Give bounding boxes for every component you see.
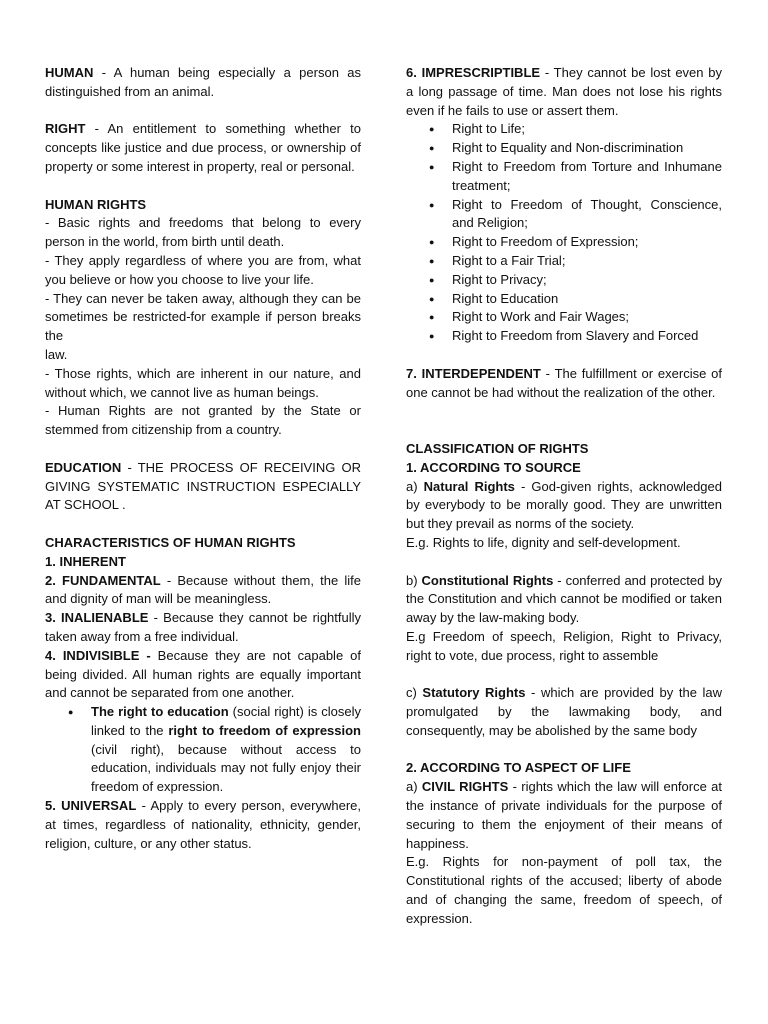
statutory-rights: c) Statutory Rights - which are provided by the law promulgated by the lawmaking body, and consequently, may be abolished by the same body [406,685,722,738]
list-item: ● Right to Freedom of Expression; [452,233,722,252]
list-item: ● Right to Freedom from Slavery and Forced [452,327,722,346]
definition-education: EDUCATION - THE PROCESS OF RECEIVING OR GIVING SYSTEMATIC INSTRUCTION ESPECIALLY AT SCHOOL . [45,459,361,513]
left-column [45,64,361,853]
list-item: ● Right to Privacy; [452,271,722,290]
aspect-heading: 2. ACCORDING TO ASPECT OF LIFE [406,760,631,776]
rights-bullet-list [406,120,722,346]
list-item: ● Right to Life; [452,120,722,139]
source-heading: 1. ACCORDING TO SOURCE [406,459,581,475]
characteristic-fundamental: 2. FUNDAMENTAL - Because without them, the life and dignity of man will be meaningless. [45,572,362,607]
human-rights-line: - Human Rights are not granted by the State or stemmed from citizenship from a country. [45,403,361,438]
human-rights-heading: HUMAN RIGHTS [45,196,147,212]
human-rights-line: - Those rights, which are inherent in our nature, and without which, we cannot live as human beings. [45,365,361,400]
indivisible-bullet-list [45,703,361,797]
characteristic-interdependent: 7. INTERDEPENDENT - The fulfillment or exercise of one cannot be had without the realization of the other. [406,365,722,400]
list-item: ● Right to Freedom of Thought, Conscience, and Religion; [452,196,722,234]
definition-right: RIGHT - An entitlement to something whether to concepts like justice and due process, or ownership of property or some interest in property, real or personal. [45,121,361,174]
list-item: ● Right to Education [452,290,722,309]
civil-rights-example: E.g. Rights for non-payment of poll tax, the Constitutional rights of the accused; liberty of abode and of changing the same, freedom of speech, of expression. [406,854,722,926]
list-item: ● Right to Work and Fair Wages; [452,308,722,327]
characteristic-indivisible: 4. INDIVISIBLE - Because they are not capable of being divided. All human rights are equally important and cannot be separated from one another. [45,647,361,701]
human-rights-line: law. [45,346,68,362]
civil-rights: a) CIVIL RIGHTS - rights which the law will enforce at the instance of private individuals for the purpose of securing to them the enjoyment of their means of happiness. [406,779,722,851]
definition-human: HUMAN - A human being especially a person as distinguished from an animal. [45,65,361,99]
constitutional-rights: b) Constitutional Rights - conferred and protected by the Constitution and vhich cannot be modified or taken away by the law-making body. [406,572,722,626]
list-item: ● Right to Equality and Non-discrimination [452,139,722,158]
characteristic-inherent: 1. INHERENT [45,553,126,569]
characteristic-imprescriptible: 6. IMPRESCRIPTIBLE - They cannot be lost even by a long passage of time. Man does not lose his rights even if he fails to use or assert them. [406,65,722,118]
natural-rights-example: E.g. Rights to life, dignity and self-development. [406,534,681,550]
classification-heading: CLASSIFICATION OF RIGHTS [406,440,589,456]
right-column [406,64,722,929]
list-item: ● Right to a Fair Trial; [452,252,722,271]
constitutional-rights-example: E.g Freedom of speech, Religion, Right to Privacy, right to vote, due process, right to assemble [406,628,722,663]
characteristic-inalienable: 3. INALIENABLE - Because they cannot be rightfully taken away from a free individual. [45,610,362,644]
characteristic-universal: 5. UNIVERSAL - Apply to every person, everywhere, at times, regardless of nationality, ethnicity, gender, religion, culture, or any other status. [45,798,361,851]
characteristics-heading: CHARACTERISTICS OF HUMAN RIGHTS [45,534,296,550]
list-item: ● Right to Freedom from Torture and Inhumane treatment; [452,158,722,196]
list-item: ● The right to education (social right) is closely linked to the right to freedom of expression (civil right), because without access to education, individuals may not fully enjoy their freedom of expression. [91,703,361,797]
human-rights-line: - Basic rights and freedoms that belong to every person in the world, from birth until death. [45,215,361,250]
human-rights-line: - They apply regardless of where you are from, what you believe or how you choose to live your life. [45,252,361,287]
human-rights-line: - They can never be taken away, although they can be sometimes be restricted-for example if person breaks the [45,290,361,344]
natural-rights: a) Natural Rights - God-given rights, acknowledged by everybody to be morally good. They are unwritten but they prevail as norms of the society. [406,478,722,532]
